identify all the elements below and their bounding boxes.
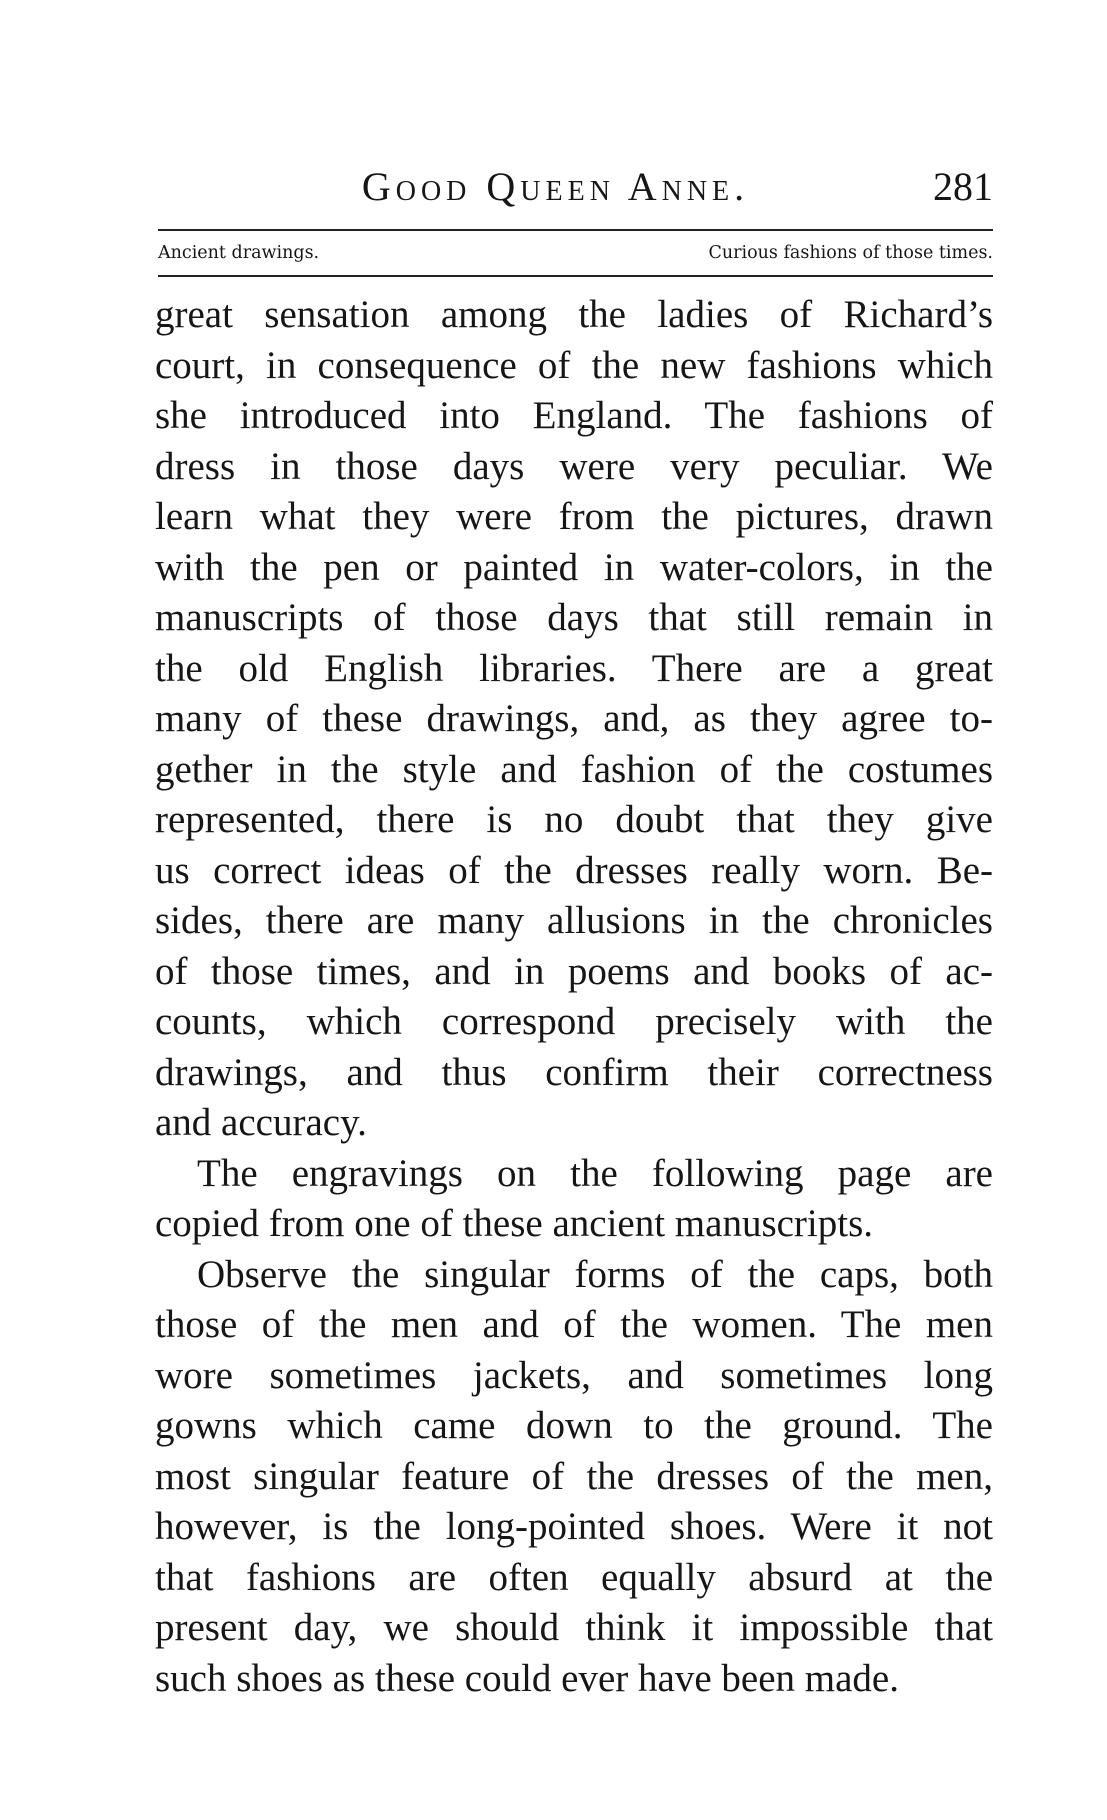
text-line: dress in those days were very peculiar. We (155, 444, 993, 488)
text-line: gowns which came down to the ground. The (155, 1404, 993, 1447)
text-line: copied from one of these ancient manuscripts. (155, 1202, 874, 1245)
text-line: manuscripts of those days that still remain in (155, 596, 993, 639)
header-rule-top (158, 229, 993, 231)
text-line: represented, there is no doubt that they give (155, 798, 993, 841)
header-rule-bottom (158, 275, 993, 277)
text-line: of those times, and in poems and books of ac- (155, 949, 993, 993)
text-line: drawings, and thus confirm their correctness (155, 1050, 993, 1094)
text-line: however, is the long-pointed shoes. Were it not (155, 1505, 993, 1548)
paragraph-3 (155, 1250, 993, 1705)
text-line: court, in consequence of the new fashions which (155, 343, 993, 387)
side-notes (158, 236, 993, 270)
text-line: she introduced into England. The fashions of (155, 394, 993, 437)
text-line: present day, we should think it impossible that (155, 1606, 993, 1649)
text-line: and accuracy. (155, 1101, 367, 1144)
text-line: with the pen or painted in water-colors, in the (155, 545, 993, 589)
paragraph-2 (155, 1149, 993, 1250)
text-line: Observe the singular forms of the caps, both (197, 1252, 993, 1296)
side-note-left: Ancient drawings. (158, 243, 320, 263)
text-line: that fashions are often equally absurd at the (155, 1555, 993, 1599)
text-line: those of the men and of the women. The men (155, 1303, 993, 1346)
text-line: learn what they were from the pictures, drawn (155, 495, 993, 538)
page-number: 281 (933, 164, 993, 209)
running-head (158, 163, 993, 219)
paragraph-1 (155, 290, 993, 1149)
text-line: sides, there are many allusions in the chronicles (155, 899, 993, 942)
text-line: counts, which correspond precisely with the (155, 1000, 993, 1043)
side-note-right: Curious fashions of those times. (708, 243, 993, 263)
body-text (155, 290, 993, 1704)
text-line: such shoes as these could ever have been made. (155, 1656, 899, 1700)
text-line: most singular feature of the dresses of the men, (155, 1454, 993, 1498)
text-line: The engravings on the following page are (197, 1151, 993, 1195)
text-line: the old English libraries. There are a great (155, 646, 993, 690)
text-line: great sensation among the ladies of Richard’s (155, 293, 993, 336)
text-line: many of these drawings, and, as they agree to- (155, 697, 993, 740)
text-line: us correct ideas of the dresses really worn. Be- (155, 848, 993, 892)
running-title: Good Queen Anne. (361, 164, 750, 209)
text-line: gether in the style and fashion of the costumes (155, 747, 993, 791)
text-line: wore sometimes jackets, and sometimes long (155, 1353, 993, 1397)
